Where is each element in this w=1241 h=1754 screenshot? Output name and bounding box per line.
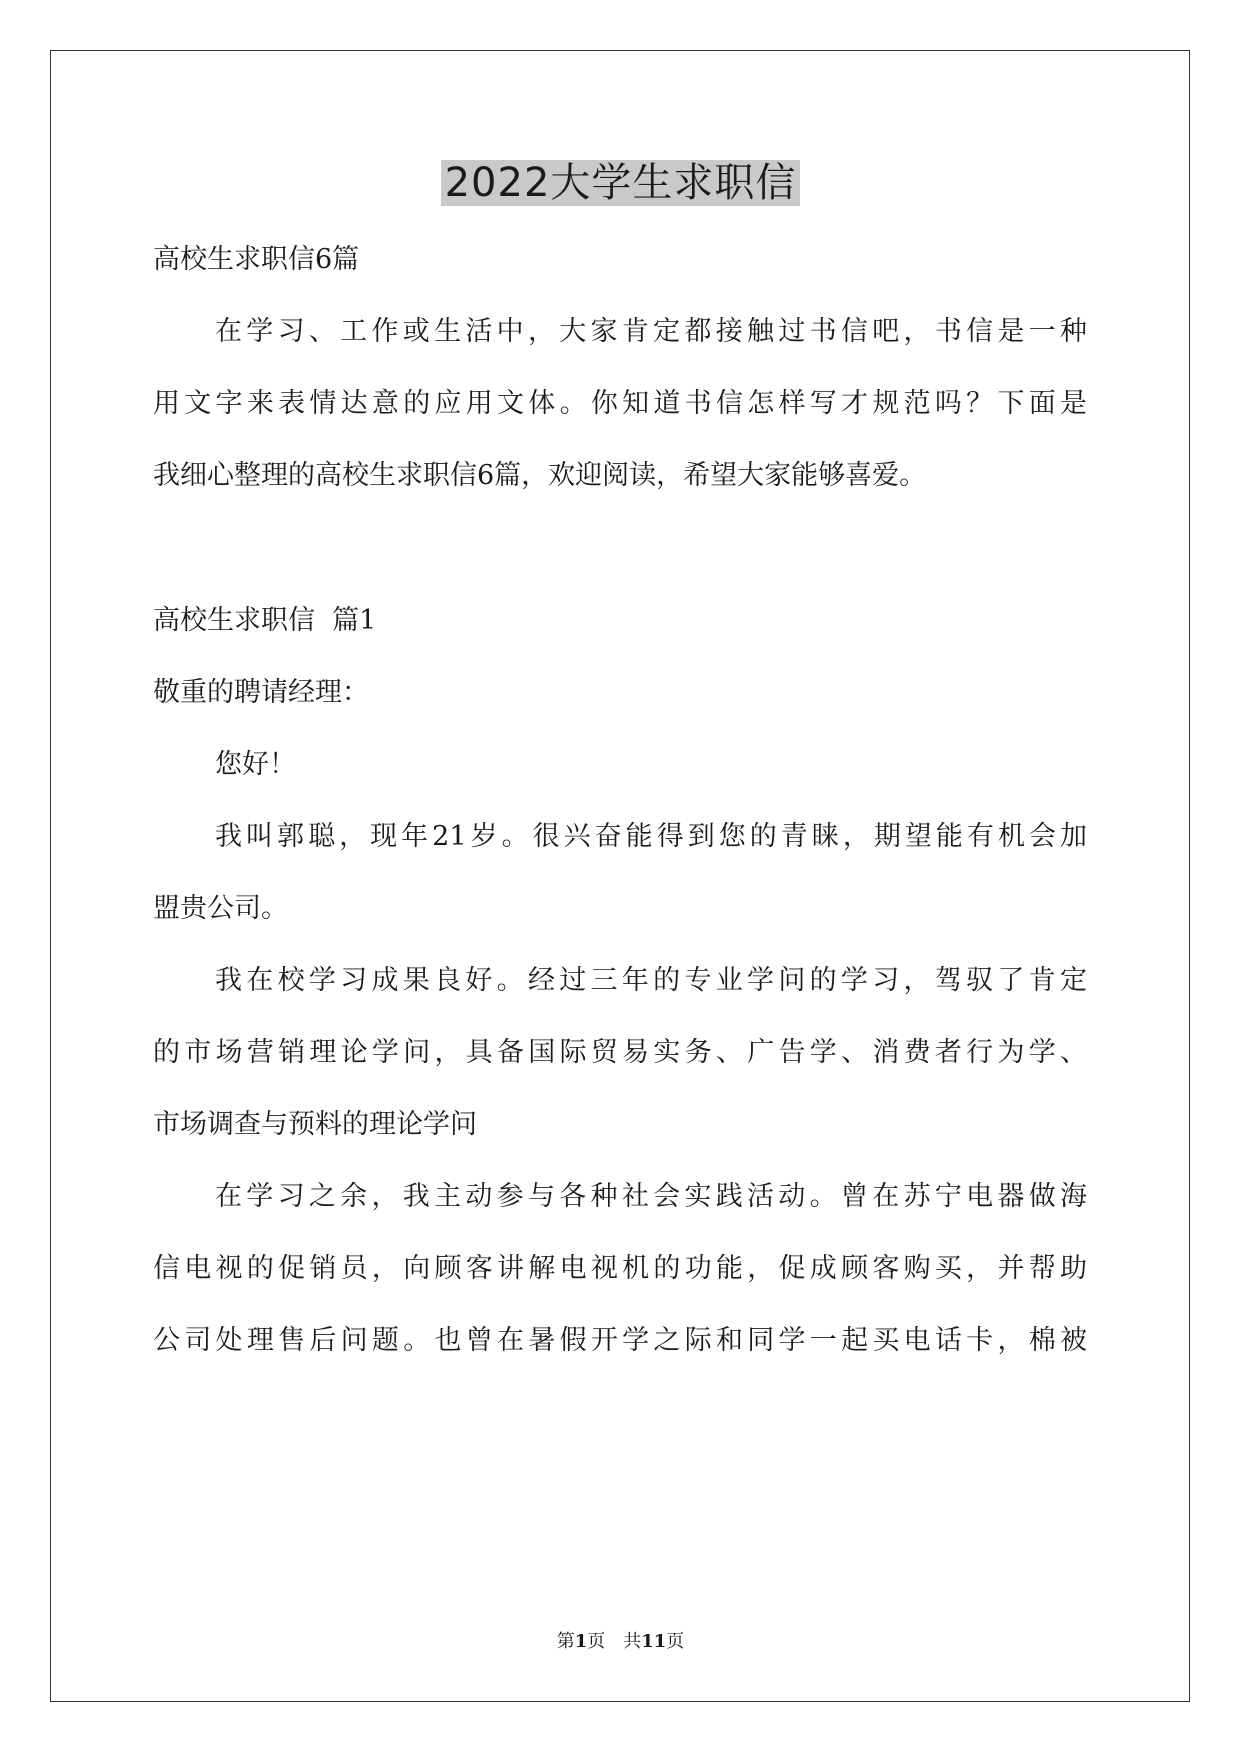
paragraph3-line-3: 公司处理售后问题。也曾在暑假开学之际和同学一起买电话卡，棉被 <box>153 1325 1087 1356</box>
page-number: 1 <box>574 1631 588 1652</box>
salutation: 敬重的聘请经理： <box>153 677 369 708</box>
paragraph2-line-1: 我在校学习成果良好。经过三年的专业学问的学习，驾驭了肯定 <box>215 965 1087 996</box>
greeting: 您好！ <box>215 749 296 780</box>
total-pages: 11 <box>641 1631 667 1652</box>
page-footer <box>0 1630 1241 1654</box>
paragraph1-line-1: 我叫郭聪，现年21岁。很兴奋能得到您的青睐，期望能有机会加 <box>215 821 1087 852</box>
section-heading: 高校生求职信 篇1 <box>153 605 377 636</box>
intro-line-2: 用文字来表情达意的应用文体。你知道书信怎样写才规范吗？下面是 <box>153 388 1087 419</box>
document-title <box>0 155 1241 211</box>
paragraph2-line-3: 市场调查与预料的理论学问 <box>153 1109 477 1140</box>
total-suffix: 页 <box>666 1631 685 1652</box>
subtitle: 高校生求职信6篇 <box>153 244 360 275</box>
page-prefix: 第 <box>556 1631 575 1652</box>
document-title-text: 2022大学生求职信 <box>441 160 801 206</box>
paragraph2-line-2: 的市场营销理论学问，具备国际贸易实务、广告学、消费者行为学、 <box>153 1037 1087 1068</box>
page-suffix: 页 <box>587 1631 606 1652</box>
total-prefix: 共 <box>623 1631 642 1652</box>
paragraph3-line-2: 信电视的促销员，向顾客讲解电视机的功能，促成顾客购买，并帮助 <box>153 1253 1087 1284</box>
paragraph3-line-1: 在学习之余，我主动参与各种社会实践活动。曾在苏宁电器做海 <box>215 1181 1087 1212</box>
page-border <box>50 50 1190 1702</box>
paragraph1-line-2: 盟贵公司。 <box>153 893 288 924</box>
intro-line-3: 我细心整理的高校生求职信6篇，欢迎阅读，希望大家能够喜爱。 <box>153 460 927 491</box>
intro-line-1: 在学习、工作或生活中，大家肯定都接触过书信吧，书信是一种 <box>215 316 1087 347</box>
